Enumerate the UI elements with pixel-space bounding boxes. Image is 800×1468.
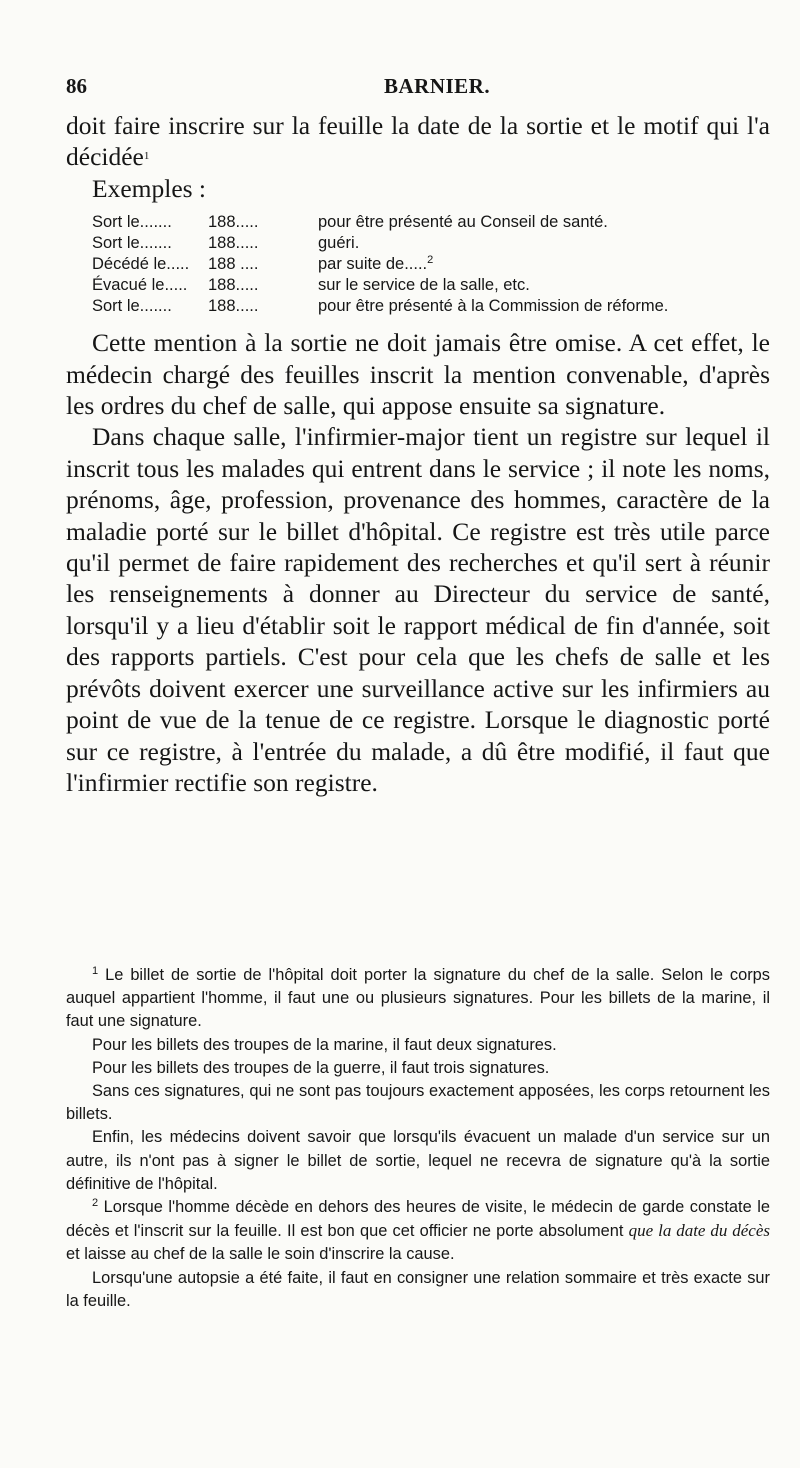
intro-text: doit faire inscrire sur la feuille la date de la sortie et le motif qui l'a décidée [66,111,770,172]
footnote-1-line: Sans ces signatures, qui ne sont pas toujours exactement apposées, les corps retournent les billets. [66,1082,770,1124]
example-reason: pour être présenté au Conseil de santé. [318,213,608,232]
running-head: BARNIER. [384,74,491,98]
example-year: 188..... [208,213,259,232]
main-text [66,110,770,798]
example-label: Évacué le..... [92,276,188,295]
example-label: Sort le....... [92,297,172,316]
footnote-1: $^1$ Le billet de sortie de l'hôpital doit porter la signature du chef de la salle. Selon le corps auquel appartient l'homme, il faut une ou plusieurs signatures. Pour les billets de la marine, il faut une signature. [66,965,770,1031]
example-year: 188..... [208,276,259,295]
example-reason: guéri. [318,234,360,253]
example-year: 188..... [208,297,259,316]
footnote-1-line: Enfin, les médecins doivent savoir que lorsqu'ils évacuent un malade d'un service sur un autre, ils n'ont pas à signer le billet de sortie, lequel ne recevra de signature qu'à la sortie définitive de l'hôpital. [66,1128,770,1193]
example-label: Décédé le..... [92,255,190,274]
example-row [92,254,770,275]
footnote-1-line: Pour les billets des troupes de la marine, il faut deux signatures. [92,1035,557,1054]
footnote-2-line: Lorsqu'une autopsie a été faite, il faut en consigner une relation sommaire et très exacte sur la feuille. [66,1268,770,1310]
page-number: 86 [66,74,87,98]
examples-list [92,212,770,317]
paragraph-mention: Cette mention à la sortie ne doit jamais être omise. A cet effet, le médecin chargé des feuilles inscrit la mention convenable, d'après les ordres du chef de salle, qui appose ensuite sa signature. [66,328,770,421]
example-reason: par suite de.....$^2$ [318,254,434,274]
example-year: 188..... [208,234,259,253]
intro-paragraph [66,110,770,173]
footnote-2: $^2$ Lorsque l'homme décède en dehors des heures de visite, le médecin de garde constate le décès et l'inscrit sur la feuille. Il est bon que cet officier ne porte absolument que la date du décès et laisse au chef de la salle le soin d'inscrire la cause. [66,1197,771,1264]
footnote-mark-1: 1 [92,965,99,977]
footnotes [66,964,770,1313]
example-row [92,212,770,233]
example-label: Sort le....... [92,234,172,253]
footnote-ref-1: 1 [143,150,150,163]
footnote-mark-2: 2 [92,1197,99,1210]
page-header [66,74,766,104]
example-label: Sort le....... [92,213,172,232]
footnote-2-italic: que la date du décès [628,1221,771,1241]
example-row [92,233,770,254]
example-reason: pour être présenté à la Commission de réforme. [318,297,669,316]
paragraph-registre: Dans chaque salle, l'infirmier-major tient un registre sur lequel il inscrit tous les malades qui entrent dans le service ; il note les noms, prénoms, âge, profession, provenance des hommes, caractère de la maladie porté sur le billet d'hôpital. Ce registre est très utile parce qu'il permet de faire rapidement des recherches et qu'il sert à réunir les renseignements à donner au Directeur du service de santé, lorsqu'il y a lieu d'établir soit le rapport médical de fin d'année, soit des rapports partiels. C'est pour cela que les chefs de salle et les prévôts doivent exercer une surveillance active sur les infirmiers au point de vue de la tenue de ce registre. Lorsque le diagnostic porté sur ce registre, à l'entrée du malade, a dû être modifié, il faut que l'infirmier rectifie son registre. [66,422,770,797]
examples-title: Exemples : [92,173,207,203]
example-reason: sur le service de la salle, etc. [318,276,530,295]
example-row [92,275,770,296]
footnote-1-line: Pour les billets des troupes de la guerre, il faut trois signatures. [92,1058,550,1077]
example-year: 188 .... [208,255,259,274]
footnote-ref-2: 2 [427,254,434,267]
example-row [92,296,770,317]
